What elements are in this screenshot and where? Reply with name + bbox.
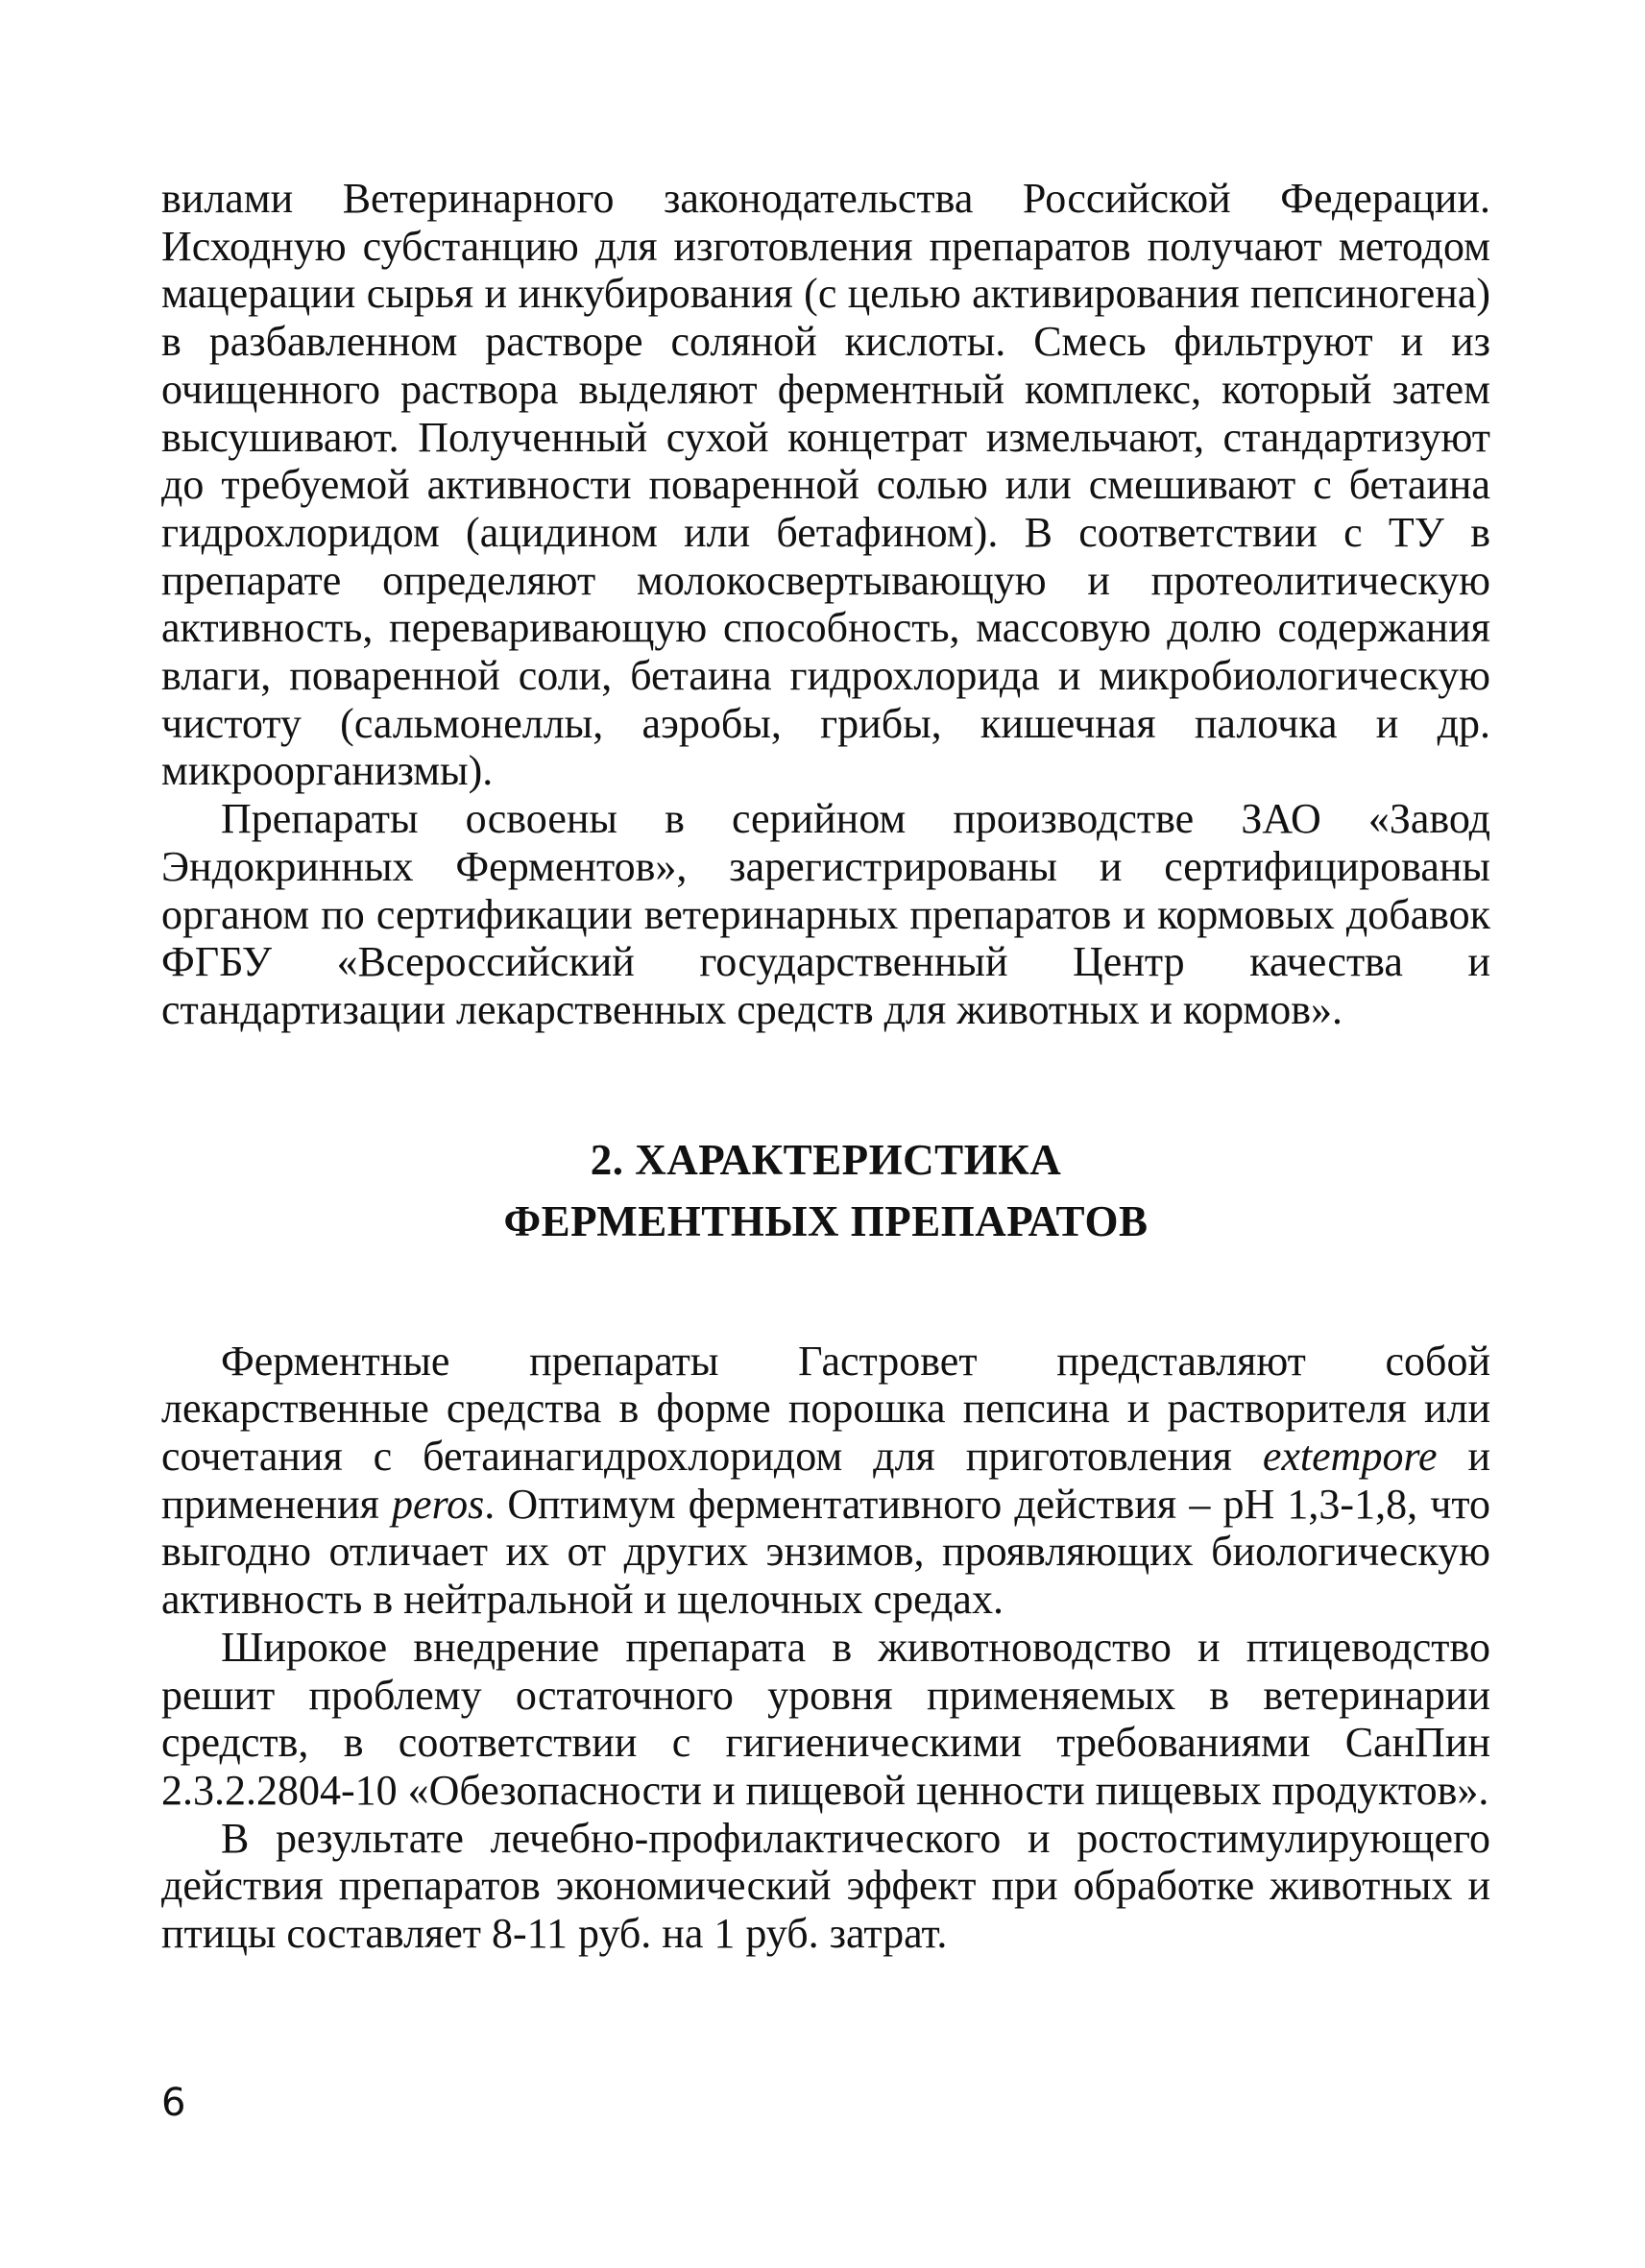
description-paragraph — [161, 1338, 1490, 1624]
description-text-2: и применения — [161, 1433, 1490, 1528]
certification-paragraph: Препараты освоены в серийном производстве ЗАО «Завод Эндокринных Ферментов», зарегистрированы и сертифицированы органом по сертификации ветеринарных препаратов и кормовых добавок ФГБУ «Всероссийский государственный Центр качества и стандартизации лекарственных средств для животных и кормов». — [161, 795, 1490, 1033]
description-text-1: Ферментные препараты Гастровет представляют собой лекарственные средства в форме порошка пепсина и растворителя или сочетания с бетаинагидрохлоридом для приготовления — [161, 1337, 1490, 1481]
text-block — [161, 175, 1490, 1958]
italic-term-extempore: extempore — [1262, 1433, 1438, 1481]
implementation-paragraph: Широкое внедрение препарата в животноводство и птицеводство решит проблему остаточного уровня применяемых в ветеринарии средств, в соответствии с гигиеническими требованиями СанПин 2.3.2.2804-10 «Обезопасности и пищевой ценности пищевых продуктов». — [161, 1623, 1490, 1814]
continued-paragraph: вилами Ветеринарного законодательства Российской Федерации. Исходную субстанцию для изготовления препаратов получают методом мацерации сырья и инкубирования (с целью активирования пепсиногена) в разбавленном растворе соляной кислоты. Смесь фильтруют и из очищенного раствора выделяют ферментный комплекс, который затем высушивают. Полученный сухой концетрат измельчают, стандартизуют до требуемой активности поваренной солью или смешивают с бетаина гидрохлоридом (ацидином или бетафином). В соответствии с ТУ в препарате определяют молокосвертывающую и протеолитическую активность, переваривающую способность, массовую долю содержания влаги, поваренной соли, бетаина гидрохлорида и микробиологическую чистоту (сальмонеллы, аэробы, грибы, кишечная палочка и др. микроорганизмы). — [161, 175, 1490, 795]
economic-paragraph: В результате лечебно-профилактического и ростостимулирующего действия препаратов экономический эффект при обработке животных и птицы составляет 8-11 руб. на 1 руб. затрат. — [161, 1814, 1490, 1958]
section-heading — [161, 1034, 1490, 1338]
description-text-3: . Оптимум ферментативного действия – pH 1,3-1,8, что выгодно отличает их от других энзимов, проявляющих биологическую активность в нейтральной и щелочных средах. — [161, 1480, 1490, 1624]
italic-term-peros: peros — [392, 1480, 485, 1528]
section-heading-line-2: ФЕРМЕНТНЫХ ПРЕПАРАТОВ — [503, 1196, 1149, 1245]
page-number: 6 — [161, 2081, 186, 2125]
section-heading-line-1: 2. ХАРАКТЕРИСТИКА — [590, 1135, 1062, 1184]
